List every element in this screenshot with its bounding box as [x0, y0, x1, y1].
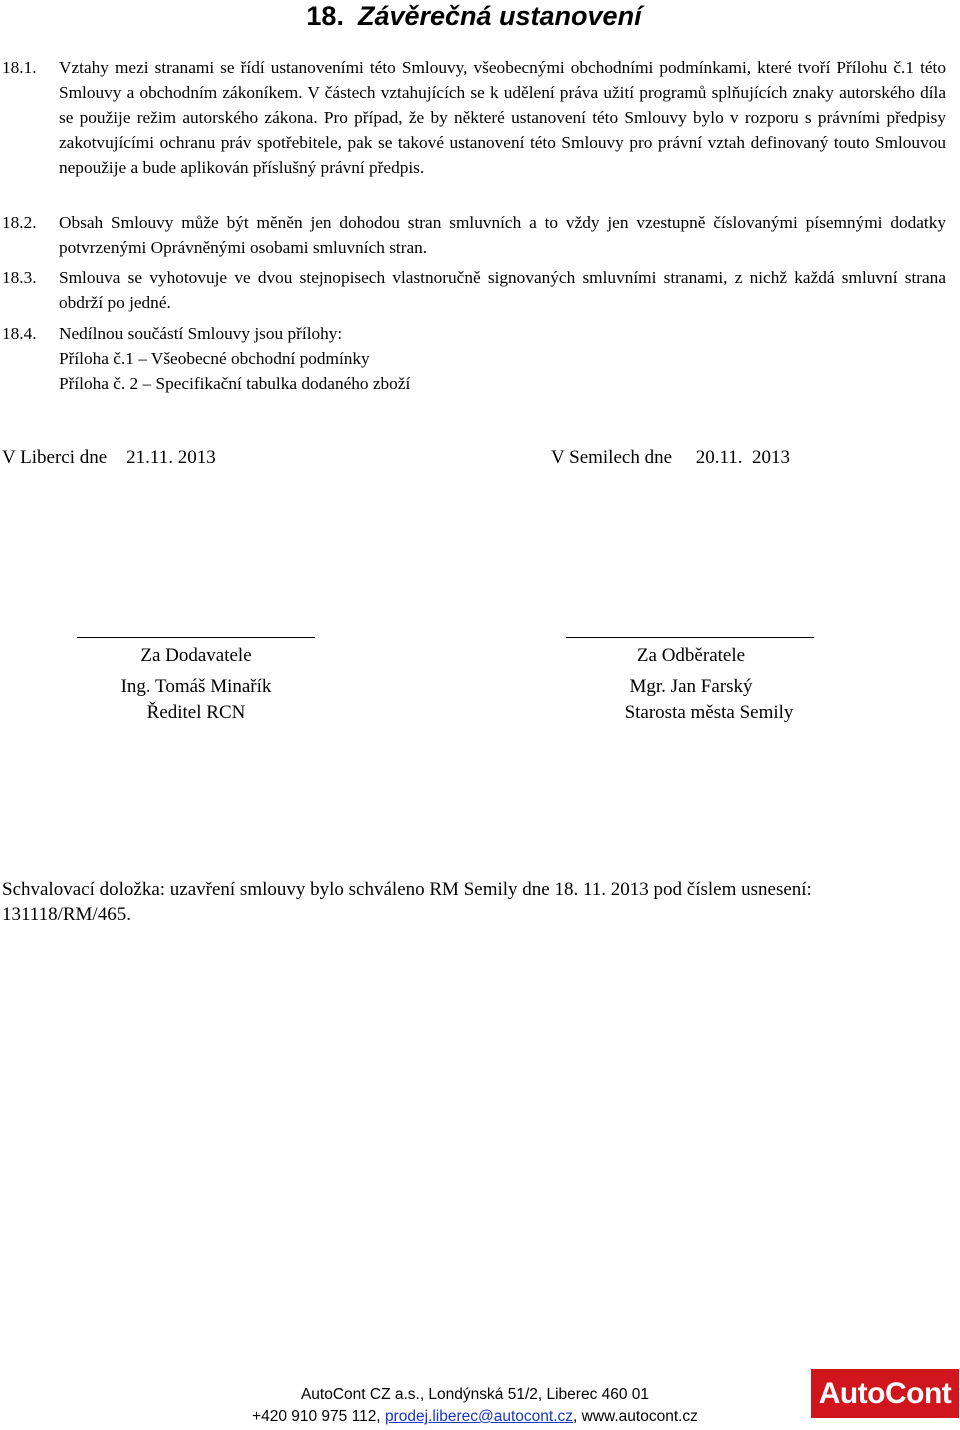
clause-18-3: [2, 265, 946, 315]
footer-contact: [170, 1406, 780, 1427]
place-date-right: V Semilech dne 20.11. 2013: [551, 447, 791, 468]
footer-phone: +420 910 975 112,: [252, 1408, 381, 1425]
clause-text: [59, 55, 946, 180]
section-heading: [0, 0, 948, 32]
clause-paragraph: Obsah Smlouvy může být měněn jen dohodou stran smluvních a to vždy jen vzestupně číslovanými písemnými dodatky potvrzenými Oprávněnými osobami smluvních stran.: [59, 213, 946, 257]
clause-text: [59, 265, 946, 315]
signature-name: Ing. Tomáš Minařík: [120, 676, 272, 697]
clause-18-1: [2, 55, 946, 180]
clause-paragraph: Nedílnou součástí Smlouvy jsou přílohy:: [59, 324, 343, 343]
signature-block-supplier: [84, 643, 308, 726]
signature-line-supplier: [77, 637, 315, 638]
logo-text: AutoCont: [818, 1377, 952, 1410]
section-title: Závěrečná ustanovení: [357, 1, 642, 31]
footer-address: AutoCont CZ a.s., Londýnská 51/2, Liberec 460 01: [300, 1386, 650, 1403]
signature-position: Ředitel RCN: [146, 702, 246, 723]
approval-clause: Schvalovací doložka: uzavření smlouvy bylo schváleno RM Semily dne 18. 11. 2013 pod číslem usnesení: 131118/RM/465.: [2, 879, 812, 925]
signature-position: Starosta města Semily: [624, 702, 794, 723]
section-number: 18.: [306, 1, 344, 31]
attachment-item: Příloha č. 2 – Specifikační tabulka dodaného zboží: [59, 374, 411, 393]
footer-website[interactable]: www.autocont.cz: [581, 1408, 698, 1425]
clause-number: 18.2.: [2, 213, 37, 232]
clause-paragraph: Smlouva se vyhotovuje ve dvou stejnopisech vlastnoručně signovaných smluvními stranami, z nichž každá smluvní strana obdrží po jedné.: [59, 268, 946, 312]
signature-role: Za Dodavatele: [140, 645, 252, 666]
clause-18-4: [2, 321, 946, 396]
place-date-left: V Liberci dne 21.11. 2013: [2, 447, 216, 468]
clause-text: [59, 321, 946, 396]
clause-paragraph: Vztahy mezi stranami se řídí ustanoveními této Smlouvy, všeobecnými obchodními podmínkami, které tvoří Přílohu č.1 této Smlouvy a obchodním zákoníkem. V částech vztahujících se k udělení práva užití programů splňujících znaky autorského díla se použije režim autorského zákona. Pro případ, že by některé ustanovení této Smlouvy bylo v rozporu s právními předpisy zakotvujícími ochranu práv spotřebitele, pak se takové ustanovení této Smlouvy pro právní vztah definovaný touto Smlouvou nepoužije a bude aplikován příslušný právní předpis.: [59, 58, 946, 177]
clause-number: 18.1.: [2, 58, 37, 77]
footer-separator: ,: [573, 1408, 578, 1425]
clause-number: 18.3.: [2, 268, 37, 287]
signature-role: Za Odběratele: [636, 645, 746, 666]
signature-line-customer: [566, 637, 814, 638]
clause-text: [59, 210, 946, 260]
autocont-logo: [811, 1369, 959, 1418]
clause-18-2: [2, 210, 946, 260]
signature-name: Mgr. Jan Farský: [629, 676, 753, 697]
footer-email-link[interactable]: prodej.liberec@autocont.cz: [384, 1408, 573, 1425]
signature-block-customer: [584, 643, 834, 726]
clause-number: 18.4.: [2, 324, 37, 343]
attachment-item: Příloha č.1 – Všeobecné obchodní podmínky: [59, 349, 370, 368]
